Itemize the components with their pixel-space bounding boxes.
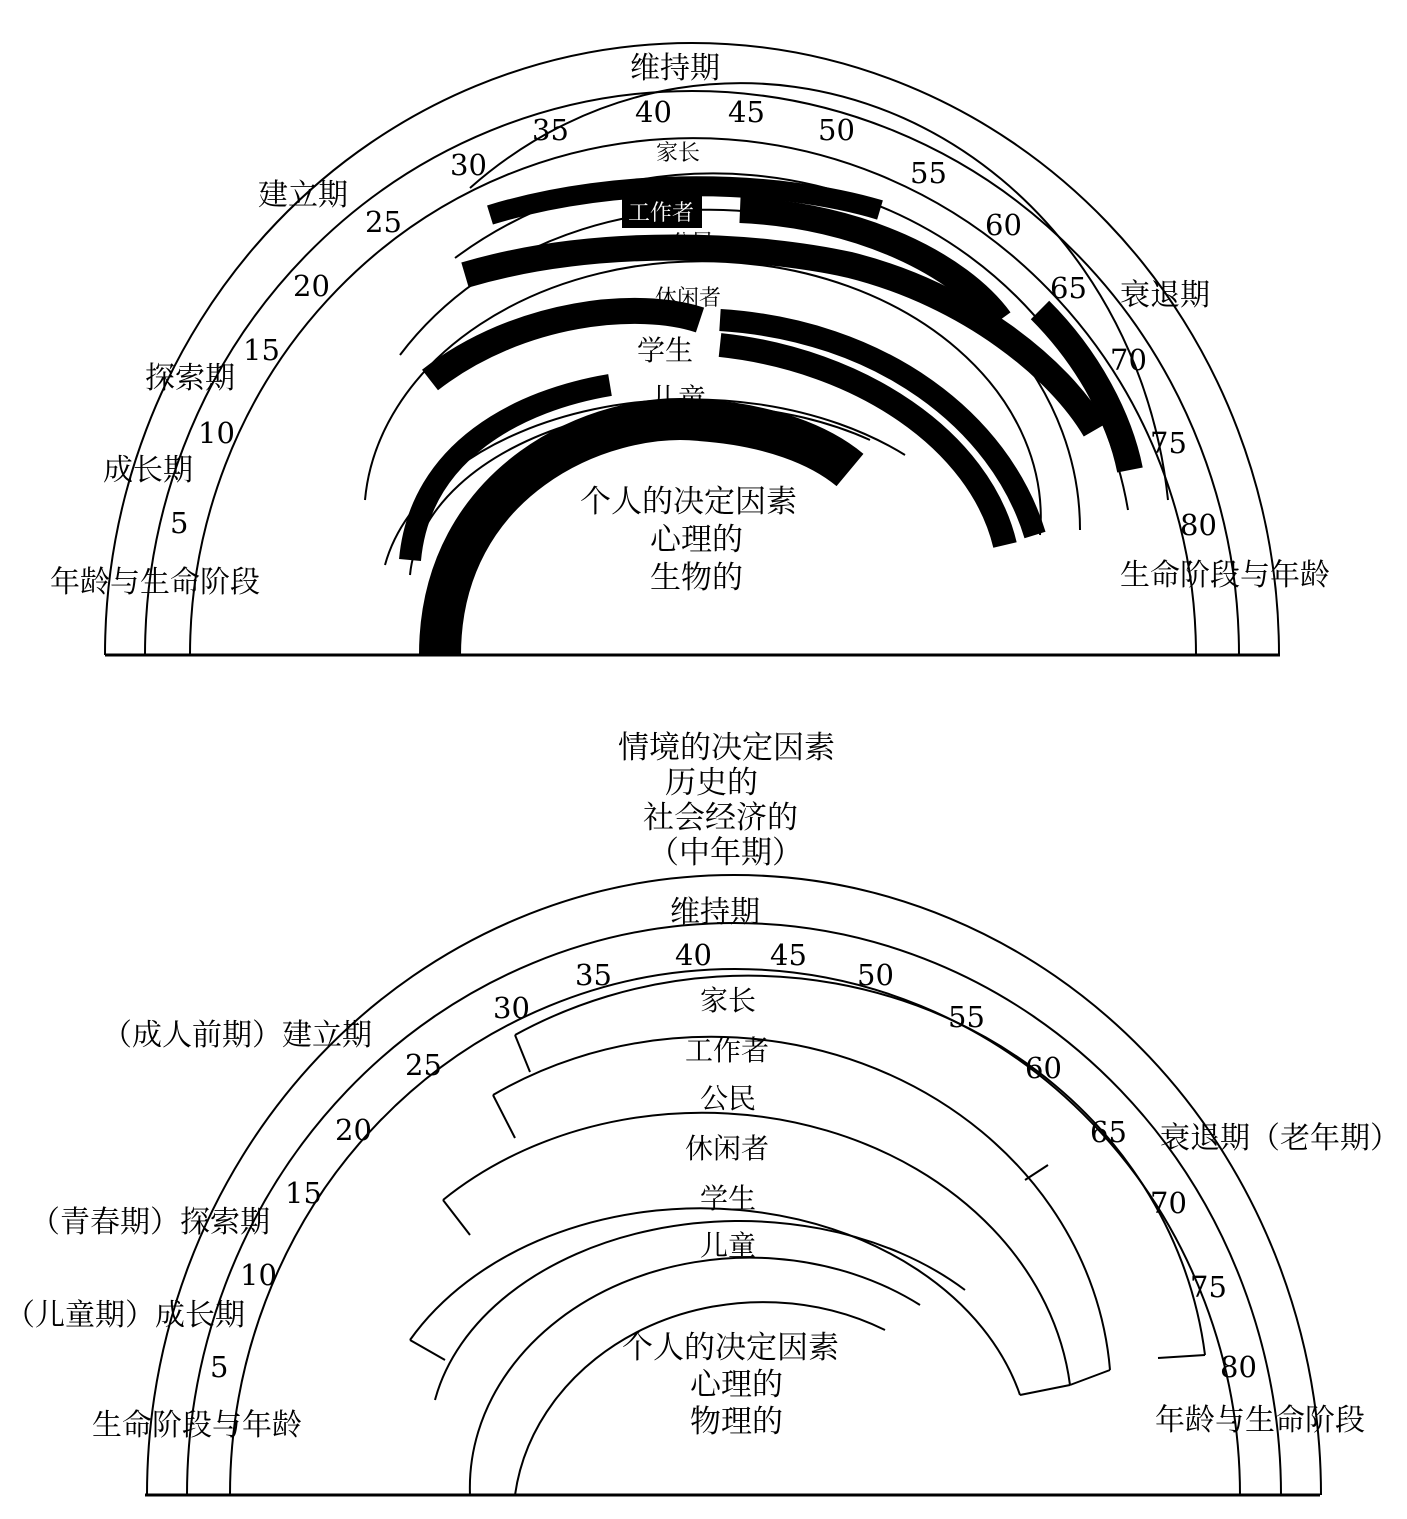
top-age-15: 15: [243, 333, 280, 367]
top-role-child: 儿童: [650, 382, 707, 415]
bottom-situational-line-3: 社会经济的: [643, 800, 798, 836]
top-role-bands: [410, 186, 1130, 655]
top-age-40: 40: [635, 95, 672, 129]
top-label-growth: 成长期: [103, 453, 193, 488]
bottom-role-arc-1: [515, 976, 1205, 1355]
bottom-role-leisure: 休闲者: [685, 1132, 770, 1165]
bottom-age-35: 35: [575, 958, 612, 992]
bottom-cap-4: [410, 1340, 445, 1360]
bottom-age-15: 15: [285, 1176, 322, 1210]
bottom-label-decline: 衰退期（老年期）: [1160, 1121, 1400, 1156]
top-age-30: 30: [450, 148, 487, 182]
bottom-label-right-base: 年龄与生命阶段: [1155, 1403, 1365, 1438]
bottom-label-growth: （儿童期）成长期: [5, 1298, 245, 1333]
bottom-label-maintenance: 维持期: [670, 895, 760, 930]
bottom-role-worker: 工作者: [685, 1034, 770, 1067]
top-center-line-2: 心理的: [650, 522, 743, 558]
bottom-label-exploration: （青春期）探索期: [30, 1205, 270, 1240]
top-role-leisure: 休闲者: [655, 286, 722, 311]
bottom-cap-7: [1020, 1385, 1070, 1395]
top-age-10: 10: [198, 416, 235, 450]
bottom-role-citizen: 公民: [700, 1082, 757, 1115]
bottom-role-arc-2: [493, 1037, 1110, 1370]
top-age-70: 70: [1110, 343, 1147, 377]
bottom-age-55: 55: [948, 1000, 985, 1034]
bottom-situational-line-4: （中年期）: [648, 835, 803, 871]
top-age-50: 50: [818, 113, 855, 147]
bottom-cap-1: [515, 1035, 530, 1072]
top-label-establishment: 建立期: [258, 178, 348, 213]
top-label-maintenance: 维持期: [630, 51, 720, 86]
top-age-20: 20: [293, 269, 330, 303]
top-age-65: 65: [1050, 271, 1087, 305]
top-age-35: 35: [532, 113, 569, 147]
bottom-age-75: 75: [1190, 1270, 1227, 1304]
bottom-cap-2: [493, 1095, 515, 1138]
bottom-age-5: 5: [210, 1350, 229, 1384]
top-center-line-1: 个人的决定因素: [580, 484, 797, 520]
bottom-age-30: 30: [493, 991, 530, 1025]
bottom-label-left-base: 生命阶段与年龄: [92, 1408, 302, 1443]
top-role-worker: 工作者: [628, 201, 695, 226]
bottom-age-65: 65: [1090, 1115, 1127, 1149]
top-age-45: 45: [728, 95, 765, 129]
top-age-55: 55: [910, 156, 947, 190]
top-label-decline: 衰退期: [1120, 278, 1210, 313]
bottom-cap-8: [1025, 1165, 1048, 1180]
bottom-cap-3: [443, 1200, 470, 1235]
bottom-role-student: 学生: [700, 1182, 757, 1215]
bottom-center-line-1: 个人的决定因素: [622, 1330, 839, 1366]
bottom-age-45: 45: [770, 938, 807, 972]
top-age-75: 75: [1150, 426, 1187, 460]
top-label-right-base: 生命阶段与年龄: [1120, 558, 1330, 593]
bottom-center-line-3: 物理的: [690, 1404, 783, 1440]
bottom-age-25: 25: [405, 1048, 442, 1082]
bottom-age-20: 20: [335, 1113, 372, 1147]
bottom-age-80: 80: [1220, 1350, 1257, 1384]
top-age-80: 80: [1180, 508, 1217, 542]
bottom-role-child: 儿童: [700, 1229, 757, 1262]
bottom-situational-line-2: 历史的: [665, 765, 758, 801]
top-age-5: 5: [170, 506, 189, 540]
top-role-student: 学生: [637, 334, 694, 367]
top-center-line-3: 生物的: [650, 560, 743, 596]
top-label-exploration: 探索期: [145, 361, 235, 396]
bottom-situational-line-1: 情境的决定因素: [618, 730, 835, 766]
bottom-age-50: 50: [857, 958, 894, 992]
bottom-label-establishment: （成人前期）建立期: [102, 1018, 372, 1053]
top-age-25: 25: [365, 205, 402, 239]
bottom-center-line-2: 心理的: [690, 1367, 783, 1403]
bottom-cap-5: [1158, 1355, 1205, 1358]
top-role-citizen: 公民: [670, 231, 715, 256]
bottom-age-70: 70: [1150, 1186, 1187, 1220]
top-label-left-base: 年龄与生命阶段: [50, 565, 260, 600]
bottom-age-40: 40: [675, 938, 712, 972]
bottom-role-parent: 家长: [700, 984, 757, 1017]
bottom-age-60: 60: [1025, 1051, 1062, 1085]
bottom-cap-6: [1070, 1370, 1110, 1385]
bottom-age-10: 10: [240, 1258, 277, 1292]
top-age-60: 60: [985, 208, 1022, 242]
top-role-parent: 家长: [656, 141, 701, 166]
